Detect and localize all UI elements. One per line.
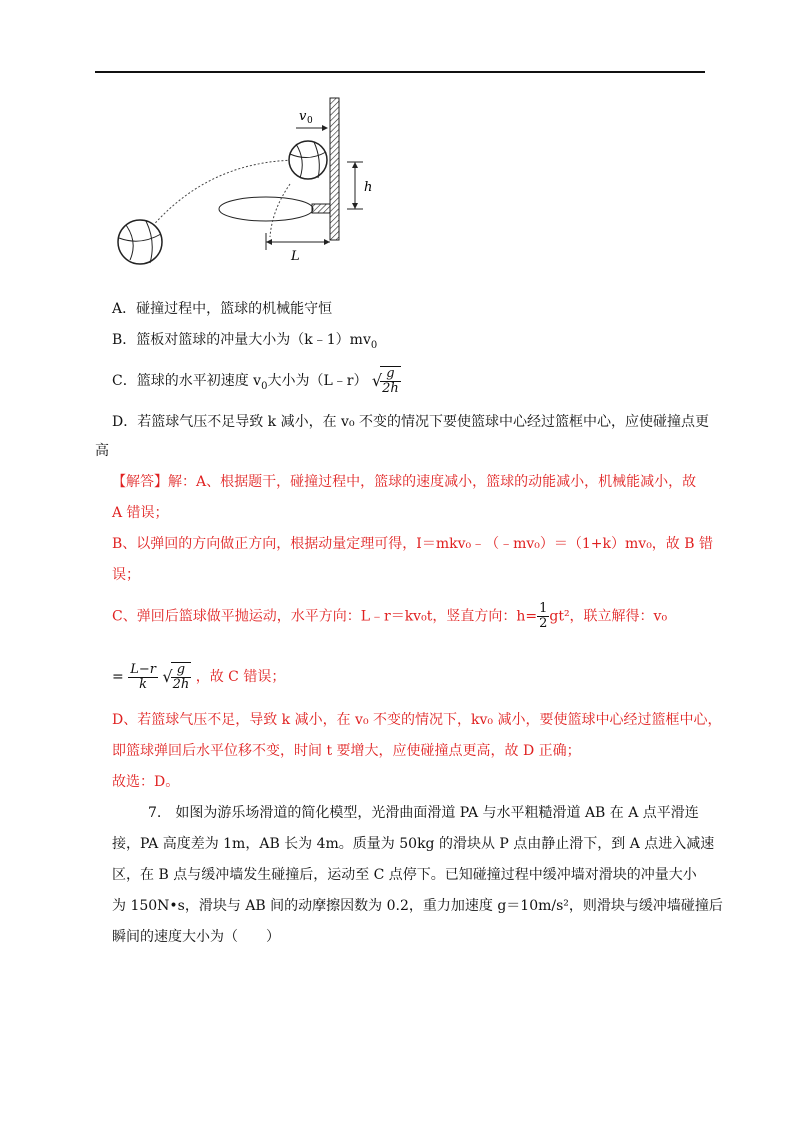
option-a: A．碰撞过程中，篮球的机械能守恒: [112, 301, 333, 317]
q7-line4: 为 150N•s，滑块与 AB 间的动摩擦因数为 0.2，重力加速度 g＝10m/s²，则滑块与缓冲墙碰撞后: [112, 898, 723, 914]
option-d-line1: D．若篮球气压不足导致 k 减小，在 v₀ 不变的情况下要使篮球中心经过篮框中心，应使碰撞点更: [112, 414, 710, 430]
hoop: [219, 197, 313, 221]
answer-tag: 【解答】: [112, 474, 168, 490]
answer-b-line1: B、以弹回的方向做正方向，根据动量定理可得，I＝mkv₀﹣（﹣mv₀）＝（1+k）mv₀，故 B 错: [112, 536, 713, 552]
q7-line5: 瞬间的速度大小为（ ）: [112, 929, 280, 945]
basketball-figure: [110, 92, 400, 277]
header-rule: [95, 71, 705, 73]
answer-a-line1: 【解答】解：A、根据题干，碰撞过程中，篮球的速度减小，篮球的动能减小，机械能减小，故: [112, 474, 697, 490]
answer-c-line2: = $\frac{L-r}{k}$ √ $\frac{g}{2h}$ ，故 C 错误；: [112, 661, 286, 692]
option-c: C．篮球的水平初速度 $v_0$大小为（L﹣r） √ $\frac{g}{2h}$: [112, 366, 399, 396]
option-b: B．篮板对篮球的冲量大小为$(k﹣1)mv_0$: [112, 332, 378, 351]
answer-d-line2: 即篮球弹回后水平位移不变，时间 t 要增大，应使碰撞点更高，故 D 正确；: [112, 743, 581, 759]
answer-b-line2: 误；: [112, 567, 140, 583]
backboard: [330, 98, 339, 240]
q7-line1: 7. 如图为游乐场滑道的简化模型，光滑曲面滑道 PA 与水平粗糙滑道 AB 在 A 点平滑连: [148, 805, 699, 821]
ball-at-launch: [118, 220, 162, 264]
L-label: L: [291, 249, 300, 264]
q7-line3: 区，在 B 点与缓冲墙发生碰撞后，运动至 C 点停下。已知碰撞过程中缓冲墙对滑块的冲量大小: [112, 867, 697, 883]
ball-at-board: [289, 141, 327, 179]
svg-text:0: 0: [307, 116, 313, 126]
q7-line2: 接，PA 高度差为 1m，AB 长为 4m。质量为 50kg 的滑块从 P 点由静止滑下，到 A 点进入减速: [112, 836, 715, 852]
answer-choice: 故选：D。: [112, 774, 180, 790]
trajectory-out: [270, 184, 290, 237]
answer-a-line2: A 错误；: [112, 505, 169, 521]
rim-bracket: [312, 204, 330, 213]
option-d-line2: 高: [95, 443, 109, 459]
answer-c-line1: C、弹回后篮球做平抛运动，水平方向：L﹣r＝kv₀t，竖直方向：h= $\frac{1}{2}$ gt²，联立解得：v₀: [112, 601, 668, 631]
h-label: h: [364, 180, 373, 195]
v0-label: v: [299, 109, 307, 124]
answer-d-line1: D、若篮球气压不足，导致 k 减小，在 v₀ 不变的情况下，kv₀ 减小，要使篮球中心经过篮框中心，: [112, 712, 722, 728]
